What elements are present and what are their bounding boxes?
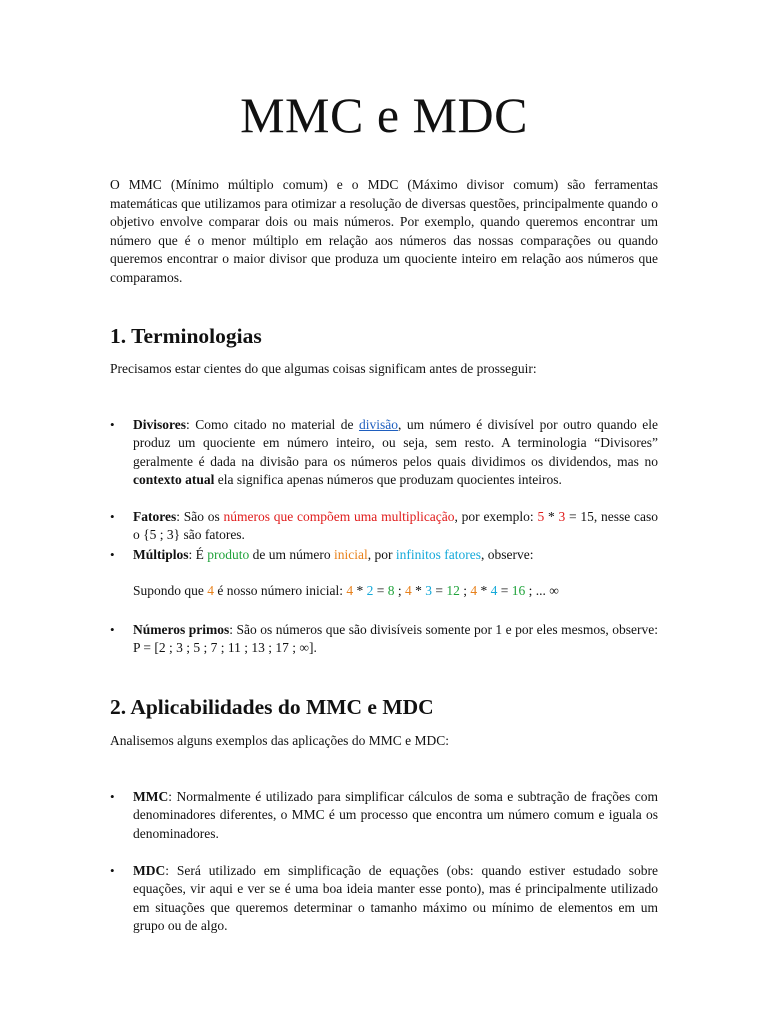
term-numeros-primos: Números primos — [133, 622, 230, 637]
term-mdc: MDC — [133, 863, 166, 878]
intro-paragraph: O MMC (Mínimo múltiplo comum) e o MDC (Máximo divisor comum) são ferramentas matemáticas que utilizamos para otimizar a resolução de diversas questões, principalmente quando o objetivo envolve comparar dois ou mais números. Por exemplo, quando queremos encontrar um número que é o menor múltiplo em relação aos números das nossas comparações ou quando queremos encontrar o maior divisor que produza um quociente inteiro em relação aos números que comparamos. — [110, 177, 658, 285]
term-divisores: Divisores — [133, 417, 186, 432]
multiplos-example: Supondo que 4 é nosso número inicial: 4 * 2 = 8 ; 4 * 3 = 12 ; 4 * 4 = 16 ; ... ∞ — [133, 583, 559, 598]
term-multiplos: Múltiplos — [133, 547, 189, 562]
list-item-mdc: MDC: Será utilizado em simplificação de equações (obs: quando estiver estudado sobre equações, vir aqui e ver se é uma boa ideia manter esse ponto), mas é principalmente utilizado em situações que queremos determinar o tamanho máximo ou mínimo de elementos em um grupo ou de algo. — [133, 863, 658, 933]
term-mmc: MMC — [133, 789, 169, 804]
list-item-divisores: Divisores: Como citado no material de divisão, um número é divisível por outro quando ele produz um quociente em número inteiro, ou seja, sem resto. A terminologia “Divisores” geralmente é dada na divisão para os números pelos quais dividimos os dividendos, mas no contexto atual ela significa apenas números que produzam quocientes inteiros. — [133, 417, 658, 487]
list-item-multiplos: Múltiplos: É produto de um número inicial, por infinitos fatores, observe: — [133, 547, 534, 562]
section-heading-aplicabilidades: 2. Aplicabilidades do MMC e MDC — [110, 695, 434, 719]
term-fatores: Fatores — [133, 509, 177, 524]
bullet-icon: • — [110, 509, 115, 524]
highlight-red-text: números que compõem uma multiplicação — [223, 509, 455, 524]
bullet-icon: • — [110, 622, 115, 637]
list-item-numeros-primos: Números primos: São os números que são divisíveis somente por 1 e por eles mesmos, observe: P = [2 ; 3 ; 5 ; 7 ; 11 ; 13 ; 17 ; ∞]. — [133, 622, 658, 656]
list-item-fatores: Fatores: São os números que compõem uma multiplicação, por exemplo: 5 * 3 = 15, nesse caso o {5 ; 3} são fatores. — [133, 509, 659, 543]
bullet-icon: • — [110, 547, 115, 562]
document-title: MMC e MDC — [240, 87, 528, 143]
bullet-icon: • — [110, 417, 115, 432]
bullet-icon: • — [110, 789, 115, 804]
list-item-mmc: MMC: Normalmente é utilizado para simplificar cálculos de soma e subtração de frações com denominadores diferentes, o MMC é um processo que encontra um número comum e iguala os denominadores. — [133, 789, 658, 841]
link-divisao[interactable]: divisão — [358, 417, 398, 432]
section-lead-terminologias: Precisamos estar cientes do que algumas coisas significam antes de prosseguir: — [110, 361, 537, 376]
section-lead-aplicabilidades: Analisemos alguns exemplos das aplicações do MMC e MDC: — [110, 733, 449, 748]
bold-contexto-atual: contexto atual — [133, 471, 215, 487]
section-heading-terminologias: 1. Terminologias — [110, 324, 262, 348]
bullet-icon: • — [110, 863, 115, 878]
